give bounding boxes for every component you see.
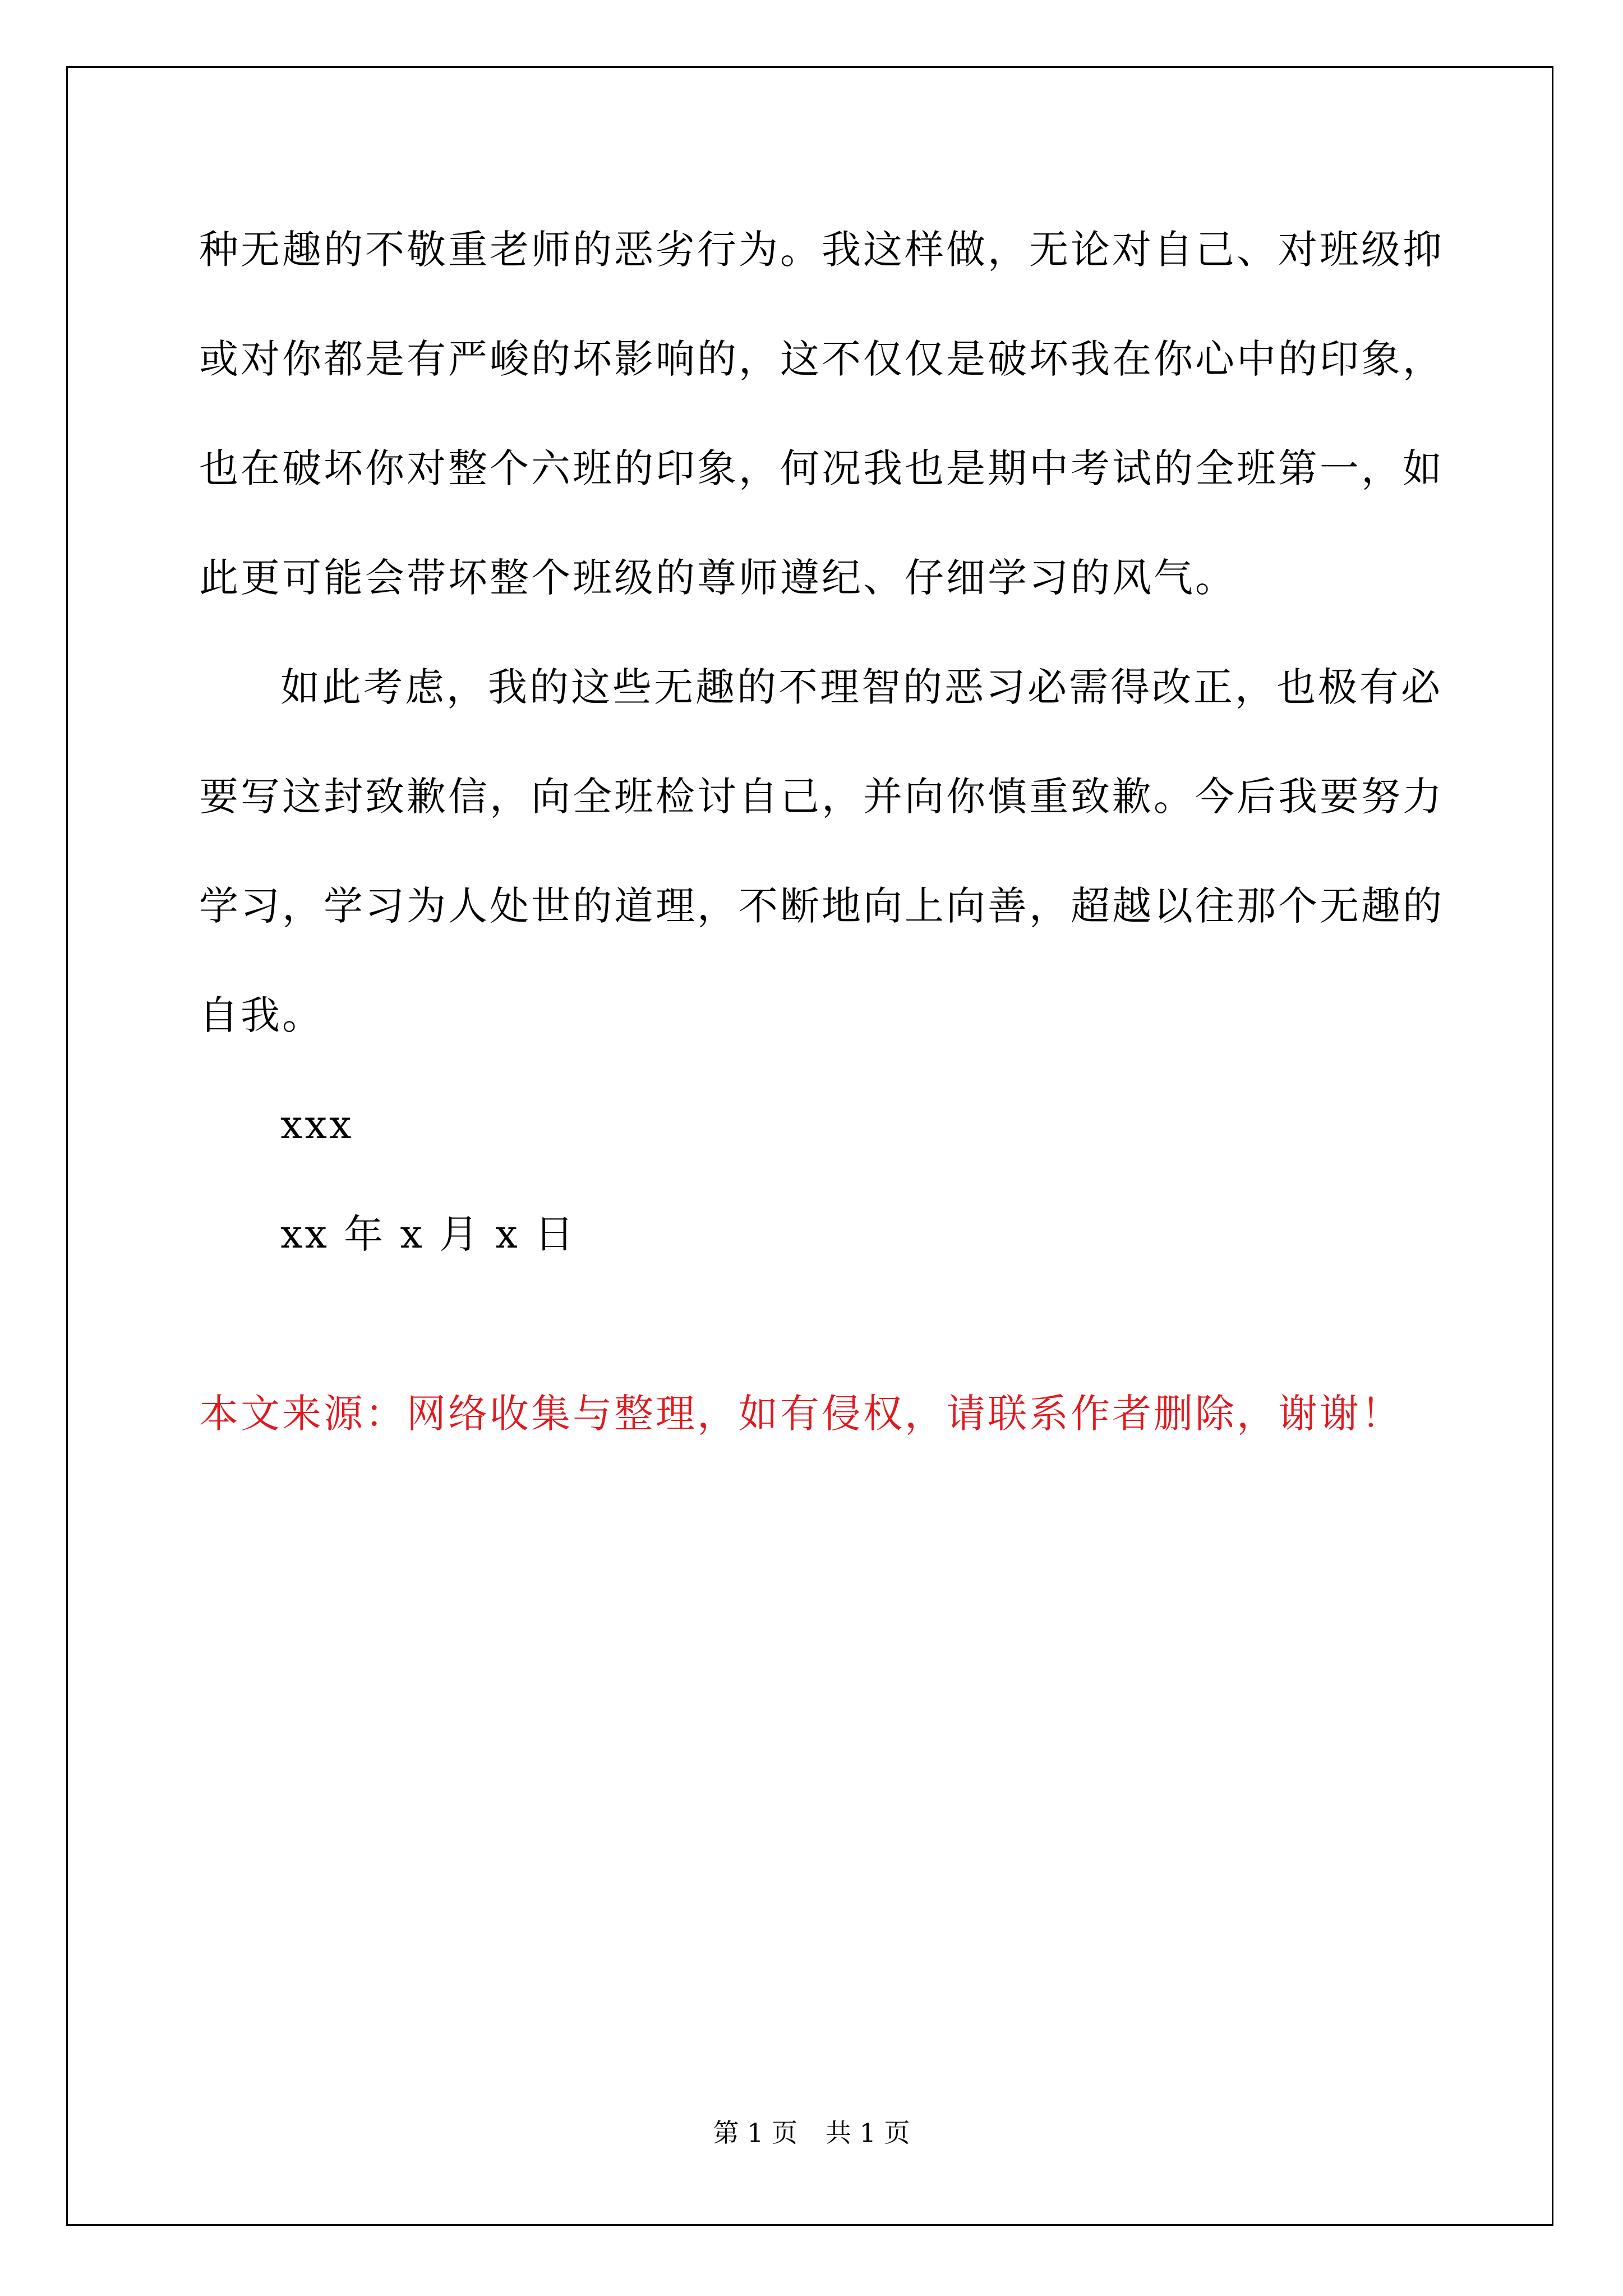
paragraph-line: 要写这封致歉信，向全班检讨自己，并向你慎重致歉。今后我要努力 xyxy=(199,774,1444,820)
page-total: 共 1 页 xyxy=(826,2118,910,2148)
signature-name: xxx xyxy=(280,1102,354,1148)
paragraph-line: 种无趣的不敬重老师的恶劣行为。我这样做，无论对自己、对班级抑 xyxy=(199,227,1444,273)
paragraph-line: 自我。 xyxy=(199,992,324,1038)
paragraph-line: 或对你都是有严峻的坏影响的，这不仅仅是破坏我在你心中的印象， xyxy=(199,336,1444,382)
paragraph-line: 也在破坏你对整个六班的印象，何况我也是期中考试的全班第一，如 xyxy=(199,445,1444,491)
signature-date: xx 年 x 月 x 日 xyxy=(280,1211,577,1257)
source-note: 本文来源：网络收集与整理，如有侵权，请联系作者删除，谢谢！ xyxy=(199,1391,1403,1437)
paragraph-line: 如此考虑，我的这些无趣的不理智的恶习必需得改正，也极有必 xyxy=(280,664,1442,710)
page-footer xyxy=(0,2116,1623,2150)
paragraph-line: 此更可能会带坏整个班级的尊师遵纪、仔细学习的风气。 xyxy=(199,555,1237,601)
paragraph-line: 学习，学习为人处世的道理，不断地向上向善，超越以往那个无趣的 xyxy=(199,883,1444,929)
page-number: 第 1 页 xyxy=(713,2118,797,2148)
